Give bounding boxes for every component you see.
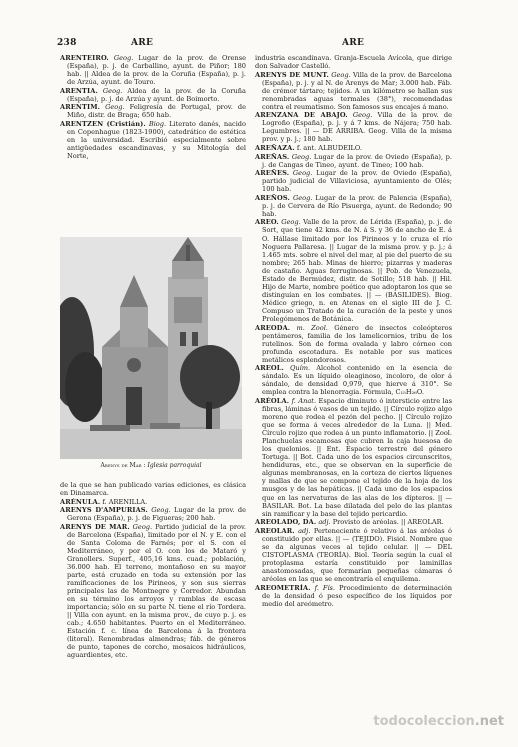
- photo-caption: [60, 462, 242, 469]
- headword: ARENTIA.: [60, 86, 98, 95]
- dictionary-entry: [255, 54, 452, 70]
- church-illustration: [60, 237, 242, 459]
- dictionary-entry: [60, 481, 246, 497]
- caption-text: Iglesia parroquial: [147, 462, 202, 469]
- headword: AREÑES.: [255, 169, 290, 178]
- dictionary-entry: [255, 71, 452, 111]
- headword: ARÉOLA.: [255, 396, 290, 405]
- definition: Lugar de la prov. de Oviedo (España), partido judicial de Villaviciosa, ayuntamiento de Olés; 100 hab.: [262, 169, 452, 194]
- dictionary-entry: [255, 153, 452, 169]
- dictionary-entry: [255, 111, 452, 143]
- church-photo: [60, 237, 242, 459]
- headword: AREOLAR.: [255, 526, 295, 535]
- dictionary-entry: [255, 169, 452, 193]
- dictionary-entry: [255, 194, 452, 218]
- entry-category: Geog.: [100, 103, 125, 112]
- entry-category: Geog.: [289, 193, 313, 202]
- dictionary-entry: [60, 87, 246, 103]
- headword: AREOMETRÍA.: [255, 583, 311, 592]
- entry-category: Geog.: [129, 522, 153, 531]
- headword: ARENTIM.: [60, 103, 101, 112]
- entry-category: Biog.: [145, 119, 167, 128]
- running-head-left: ARE: [131, 38, 154, 48]
- headword: AREOL.: [255, 364, 284, 373]
- definition: Villa de la prov. de Barcelona (España), p. j. y al N. de Arenys de Mar; 3.000 hab. Fáb. de crémor tártaro; tejidos. A un kilómetro se hallan sus renombradas aguas termales (38°), recomendadas contra el reumatismo. Son famosos sus encajes á mano.: [262, 70, 452, 111]
- headword: ARÉNULA.: [60, 497, 101, 506]
- headword: AREÑOS.: [255, 193, 290, 202]
- dictionary-entry: [255, 364, 452, 396]
- definition: Lugar de la prov. de Oviedo (España), p. j. de Cangas de Tineo, ayunt. de Tineo; 100 hab.: [262, 152, 452, 169]
- dictionary-entry: [60, 103, 246, 119]
- headword: ARENYS DE MUNT.: [255, 70, 329, 79]
- headword: AREODA.: [255, 323, 291, 332]
- dictionary-entry: [255, 584, 452, 608]
- entry-category: Quím.: [283, 364, 311, 373]
- definition: Lugar de la prov. de Gerona (España), p. j. de Figueras; 200 hab.: [67, 506, 247, 523]
- watermark: [373, 714, 504, 729]
- entry-category: adj.: [316, 518, 331, 527]
- headword: AREÑAZA.: [255, 144, 295, 153]
- headword: AREOLADO, DA.: [255, 518, 317, 527]
- watermark-name: todocoleccion: [373, 714, 475, 729]
- definition: Aldea de la prov. de la Coruña (España), p. j. de Arzúa y ayunt. de Boimorto.: [67, 86, 246, 103]
- entry-category: Geog.: [289, 152, 312, 161]
- running-head-right: ARE: [342, 38, 365, 48]
- dictionary-entry: [60, 523, 246, 660]
- definition: Alcohol contenido en la esencia de sándalo. Es un líquido oleaginoso, incoloro, de olor á sándalo, de densidad 0,979, que hierve á 310°. Se emplea contra la blenorragia. Fórmula, C₁₅H₂₆O.: [262, 364, 452, 397]
- headword: AREO.: [255, 218, 279, 227]
- definition: Género de insectos coleópteros pentámeros, familia de los lamelicornios, tribu de los rutelinos. Son de forma ovalada y labro córneo con profunda escotadura. Es notable por sus matices metálicos esplendorosos.: [262, 323, 452, 364]
- entry-category: Geog.: [289, 169, 313, 178]
- headword: AREÑAS.: [255, 152, 290, 161]
- definition: Provisto de aréolas. || AREOLAR.: [330, 518, 444, 527]
- definition: f. ant. ALBUDEILO.: [294, 144, 363, 153]
- headword: ARENTZEN (Cristián).: [60, 119, 146, 128]
- dictionary-entry: [255, 518, 452, 526]
- dictionary-entry: [60, 54, 246, 86]
- definition: industria escandinava. Granja-Escuela Avícola, que dirige don Salvador Castelló.: [255, 54, 452, 71]
- entry-category: m. Zool.: [290, 323, 328, 332]
- dictionary-entry: [255, 324, 452, 364]
- dictionary-entry: [255, 397, 452, 518]
- entry-category: Geog.: [147, 506, 171, 515]
- dictionary-entry: [255, 218, 452, 323]
- headword: ARENZANA DE ABAJO.: [255, 111, 348, 120]
- definition: Partido judicial de la prov. de Barcelona (España), limitado por el N. y E. con el de Santa Coloma de Farnés; por el S. con el Mediterráneo, y por el O. con los de Mataró y Granollers. Superf., 405,16 kms. cuad.; población, 36.000 hab. El terreno, montañoso en su mayor parte, está cruzado en toda su extensión por las ramificaciones de los Pirineos, y son sus sierras principales las de Montnegre y Corredor. Abundan en su término los arroyos y ramblas de escasa importancia; sólo en su parte N. tiene el río Tordera. || Villa con ayunt. en la misma prov., de cuyo p. j. es cab.; 4.650 habitantes. Puerto en el Mediterráneo. Estación f. c. línea de Barcelona á la frontera (litoral). Renombradas almendras; fáb. de géneros de punto, tapones de corcho, mosaicos hidráulicos, aguardientes, etc.: [67, 522, 246, 660]
- definition: Lugar de la prov. de Palencia (España), p. j. de Cervera de Río Pisuerga, ayunt. de Redondo; 90 hab.: [262, 193, 452, 218]
- headword: ARENYS D'AMPURIAS.: [60, 506, 148, 515]
- dictionary-entry: [60, 120, 246, 160]
- definition: Espacio diminuto ó intersticio entre las fibras, láminas ó vasos de un tejido. || Círculo rojizo algo moreno que rodea el pezón del pecho. || Círculo rojizo que se forma á veces alrededor de la Luna. || Med. Círculo rojizo que rodea á un punto inflamatorio. || Zool. Planchuelas escamosas que cubren la caja huesosa de los quelonios. || Ent. Espacio terrestre del género Tortuga. || Bot. Cada uno de los espacios circunscritos, hendiduras, etc., que se observan en la superficie de algunas membranosas, en la corteza de ciertos líquenes y mallas de que se compone el tejido de la hoja de los musgos y de las hepáticas. || Cada uno de los espacios que en las nervaturas de las alas de los dípteros. || — BASILAR. Bot. La base dilatada del pelo de las plantas sin ramificar y la base del tejido pericardio.: [262, 396, 452, 518]
- entry-category: Geog.: [97, 86, 123, 95]
- entry-category: adj.: [294, 526, 311, 535]
- definition: Feligresía de Portugal, prov. de Miño, distr. de Braga; 650 hab.: [67, 103, 246, 120]
- dictionary-entry: [60, 498, 246, 506]
- watermark-tld: .net: [474, 714, 504, 729]
- definition: Villa de la prov. de Logroño (España), p. j. y á 7 kms. de Nájera; 750 hab. Legumbres. || — DE ARRIBA. Geog. Villa de la misma prov. y p. j.; 180 hab.: [262, 111, 452, 144]
- entry-category: f. Anat.: [289, 396, 317, 405]
- definition: Valle de la prov. de Lérida (España), p. j. de Sort, que tiene 42 kms. de N. á S. y 36 de ancho de E. á O. Hállase limitado por los Pirineos y lo cruza el río Noguera Pallaresa. || Lugar de la misma prov. y p. j.; á 1.465 mts. sobre el nivel del mar, al pie del puerto de su nombre; 265 hab. Minas de hierro; pizarras y maderas de castaño. Aguas ferruginosas. || Pob. de Venezuela, Estado de Bermúdez, distr. de Sotillo; 518 hab. || Hil. Hijo de Marte, nombre poético que adoptaron los que se distinguían en los combates. || — (BASILIDES). Biog. Médico griego, n. en Atenas en el siglo III de J. C. Compuso un Tratado de la curación de la peste y unos Prolegómenos de Botánica.: [262, 218, 452, 323]
- entry-category: Geog.: [328, 70, 351, 79]
- entry-category: Geog.: [347, 111, 373, 120]
- caption-place: Arenys de Mar :: [100, 462, 146, 469]
- definition: Literato danés, nacido en Copenhague (1823-1900), catedrático de estética en la universidad. Escribió especialmente sobre antigüedades escandinavas, y su Mitología del Norte,: [67, 119, 246, 161]
- dictionary-entry: [255, 144, 452, 152]
- definition: Procedimiento de determinación de la densidad ó peso específico de los líquidos por medio del areómetro.: [262, 583, 452, 608]
- definition: f. ARENILLA.: [100, 497, 148, 506]
- definition: Perteneciente ó relativo á las aréolas ó constituido por ellas. || — (TEJIDO). Fisiol. Nombre que se da algunas veces al tejido celular. || — DEL CISTOPLASMA (TEORÍA). Biol. Teoría según la cual el protoplasma estaría constituido por laminillas anastomosadas, que formarían pequeñas cámaras ó aréolas en las que se encontraría el enquilema.: [262, 526, 452, 583]
- right-column: [255, 54, 452, 608]
- dictionary-entry: [60, 506, 246, 522]
- page-number: 238: [57, 38, 77, 48]
- definition: Lugar de la prov. de Orense (España), p. j. de Carballino, ayunt. de Piñor; 180 hab. || Aldea de la prov. de la Coruña (España), p. j. de Arzúa, ayunt. de Touro.: [67, 54, 246, 87]
- definition: de la que se han publicado varias ediciones, es clásica en Dinamarca.: [60, 481, 246, 498]
- entry-category: Geog.: [108, 54, 134, 62]
- left-column-bottom: [60, 481, 246, 660]
- headword: ARENTEIRO.: [60, 54, 109, 62]
- left-column-top: [60, 54, 246, 161]
- headword: ARENYS DE MAR.: [60, 522, 130, 531]
- entry-category: f. Fís.: [310, 583, 336, 592]
- dictionary-entry: [255, 527, 452, 583]
- entry-category: Geog.: [278, 218, 301, 227]
